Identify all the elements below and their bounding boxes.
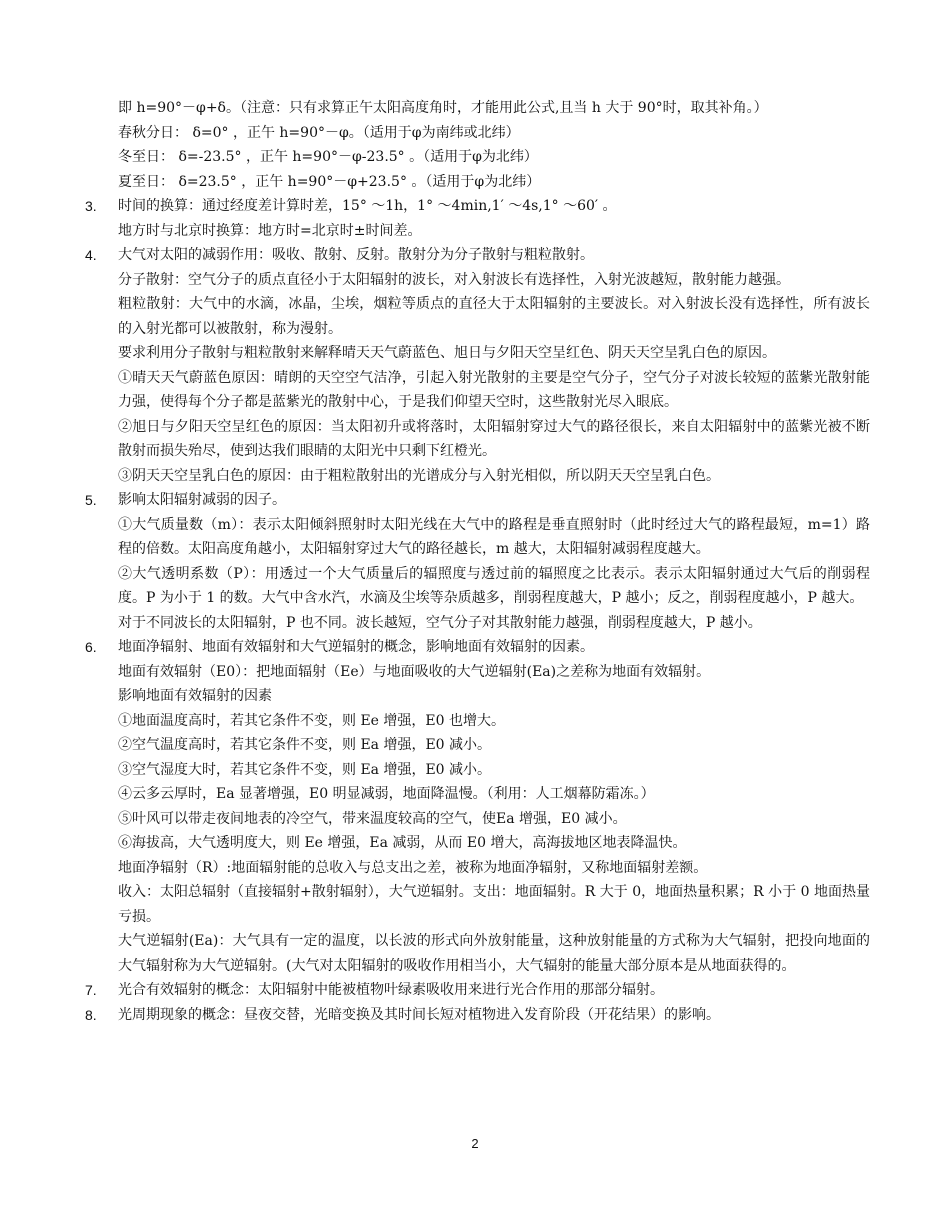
paragraph: 地面净辐射（R）:地面辐射能的总收入与总支出之差，被称为地面净辐射，又称地面辐射差额。 [118, 859, 708, 876]
section-number: 5. [85, 492, 97, 508]
section-6 [85, 635, 871, 978]
paragraph: 光周期现象的概念：昼夜交替，光暗变换及其时间长短对植物进入发育阶段（开花结果）的影响。 [118, 1006, 720, 1023]
section-3 [85, 194, 870, 243]
section-number: 4. [85, 247, 97, 263]
intro-block [118, 96, 870, 194]
paragraph: ②旭日与夕阳天空呈红色的原因：当太阳初升或将落时，太阳辐射穿过大气的路径很长，来自太阳辐射中的蓝紫光被不断散射而损失殆尽，使到达我们眼睛的太阳光中只剩下红橙光。 [118, 418, 870, 459]
paragraph: ⑥海拔高，大气透明度大，则 Ee 增强，Ea 减弱，从而 E0 增大，高海拔地区地表降温快。 [118, 835, 687, 851]
paragraph: ①大气质量数（m）：表示太阳倾斜照射时太阳光线在大气中的路程是垂直照射时（此时经过大气的路程最短，m=1）路程的倍数。太阳高度角越小，太阳辐射穿过大气的路径越长，m 越大，太阳辐射减弱程度越大。 [118, 516, 870, 557]
paragraph: 时间的换算：通过经度差计算时差，15° ～1h，1° ～4min,1′ ～4s,1° ～60′ 。 [118, 198, 617, 214]
paragraph: 要求利用分子散射与粗粒散射来解释晴天天气蔚蓝色、旭日与夕阳天空呈红色、阴天天空呈乳白色的原因。 [118, 345, 776, 361]
section-8 [85, 1003, 870, 1028]
section-4 [85, 243, 870, 488]
section-7 [85, 978, 870, 1003]
paragraph: 分子散射：空气分子的质点直径小于太阳辐射的波长，对入射波长有选择性，入射光波越短，散射能力越强。 [118, 271, 790, 288]
paragraph: 影响太阳辐射减弱的因子。 [118, 492, 286, 508]
paragraph: ③阴天天空呈乳白色的原因：由于粗粒散射出的光谱成分与入射光相似，所以阴天天空呈乳白色。 [118, 467, 720, 484]
paragraph: ①地面温度高时，若其它条件不变，则 Ee 增强，E0 也增大。 [118, 712, 505, 729]
paragraph: 收入：太阳总辐射（直接辐射+散射辐射），大气逆辐射。支出：地面辐射。R 大于 0，地面热量积累；R 小于 0 地面热量亏损。 [118, 884, 871, 925]
intro-line: 夏至日： δ=23.5° ，正午 h=90°－φ+23.5° 。（适用于φ为北纬） [118, 173, 541, 190]
paragraph: 地面有效辐射（E0）：把地面辐射（Ee）与地面吸收的大气逆辐射(Ea)之差称为地面有效辐射。 [118, 663, 711, 680]
paragraph: ④云多云厚时，Ea 显著增强，E0 明显减弱，地面降温慢。（利用：人工烟幕防霜冻。） [118, 786, 655, 802]
paragraph: 粗粒散射：大气中的水滴，冰晶，尘埃，烟粒等质点的直径大于太阳辐射的主要波长。对入射波长没有选择性，所有波长的入射光都可以被散射，称为漫射。 [118, 296, 870, 337]
paragraph: 大气逆辐射(Ea)：大气具有一定的温度，以长波的形式向外放射能量，这种放射能量的方式称为大气辐射，把投向地面的大气辐射称为大气逆辐射。(大气对太阳辐射的吸收作用相当小，大气辐射的能量大部分原本是从地面获得的。 [118, 933, 870, 974]
intro-line: 即 h=90°－φ+δ。（注意：只有求算正午太阳高度角时，才能用此公式,且当 h 大于 90°时，取其补角。） [118, 100, 768, 116]
section-number: 8. [85, 1006, 97, 1023]
paragraph: 地面净辐射、地面有效辐射和大气逆辐射的概念，影响地面有效辐射的因素。 [118, 639, 594, 655]
intro-line: 春秋分日： δ=0° ，正午 h=90°－φ。（适用于φ为南纬或北纬） [118, 124, 520, 141]
paragraph: 影响地面有效辐射的因素 [118, 688, 272, 704]
paragraph: ⑤叶风可以带走夜间地表的冷空气，带来温度较高的空气，使Ea 增强，E0 减小。 [118, 810, 627, 827]
section-5 [85, 488, 870, 635]
paragraph: ②空气温度高时，若其它条件不变，则 Ea 增强，E0 减小。 [118, 737, 492, 753]
paragraph: 对于不同波长的太阳辐射，P 也不同。波长越短，空气分子对其散射能力越强，削弱程度越大，P 越小。 [118, 614, 762, 631]
intro-line: 冬至日： δ=-23.5° ，正午 h=90°－φ-23.5° 。（适用于φ为北纬） [118, 149, 538, 165]
paragraph: ③空气湿度大时，若其它条件不变，则 Ea 增强，E0 减小。 [118, 761, 492, 778]
paragraph: 地方时与北京时换算：地方时=北京时±时间差。 [118, 222, 422, 239]
section-number: 6. [85, 639, 97, 655]
section-number: 3. [85, 198, 97, 214]
paragraph: ②大气透明系数（P）：用透过一个大气质量后的辐照度与透过前的辐照度之比表示。表示太阳辐射通过大气后的削弱程度。P 为小于 1 的数。大气中含水汽，水滴及尘埃等杂质越多，削弱程度越大，P 越小；反之，削弱程度越小，P 越大。 [118, 565, 870, 606]
paragraph: ①晴天天气蔚蓝色原因：晴朗的天空空气洁净，引起入射光散射的主要是空气分子，空气分子对波长较短的蓝紫光散射能力强，使得每个分子都是蓝紫光的散射中心，于是我们仰望天空时，这些散射光尽入眼底。 [118, 369, 870, 410]
page-content [85, 96, 871, 1027]
section-number: 7. [85, 982, 97, 998]
paragraph: 光合有效辐射的概念：太阳辐射中能被植物叶绿素吸收用来进行光合作用的那部分辐射。 [118, 982, 664, 998]
page-number: 2 [471, 1136, 479, 1151]
paragraph: 大气对太阳的减弱作用：吸收、散射、反射。散射分为分子散射与粗粒散射。 [118, 247, 594, 263]
